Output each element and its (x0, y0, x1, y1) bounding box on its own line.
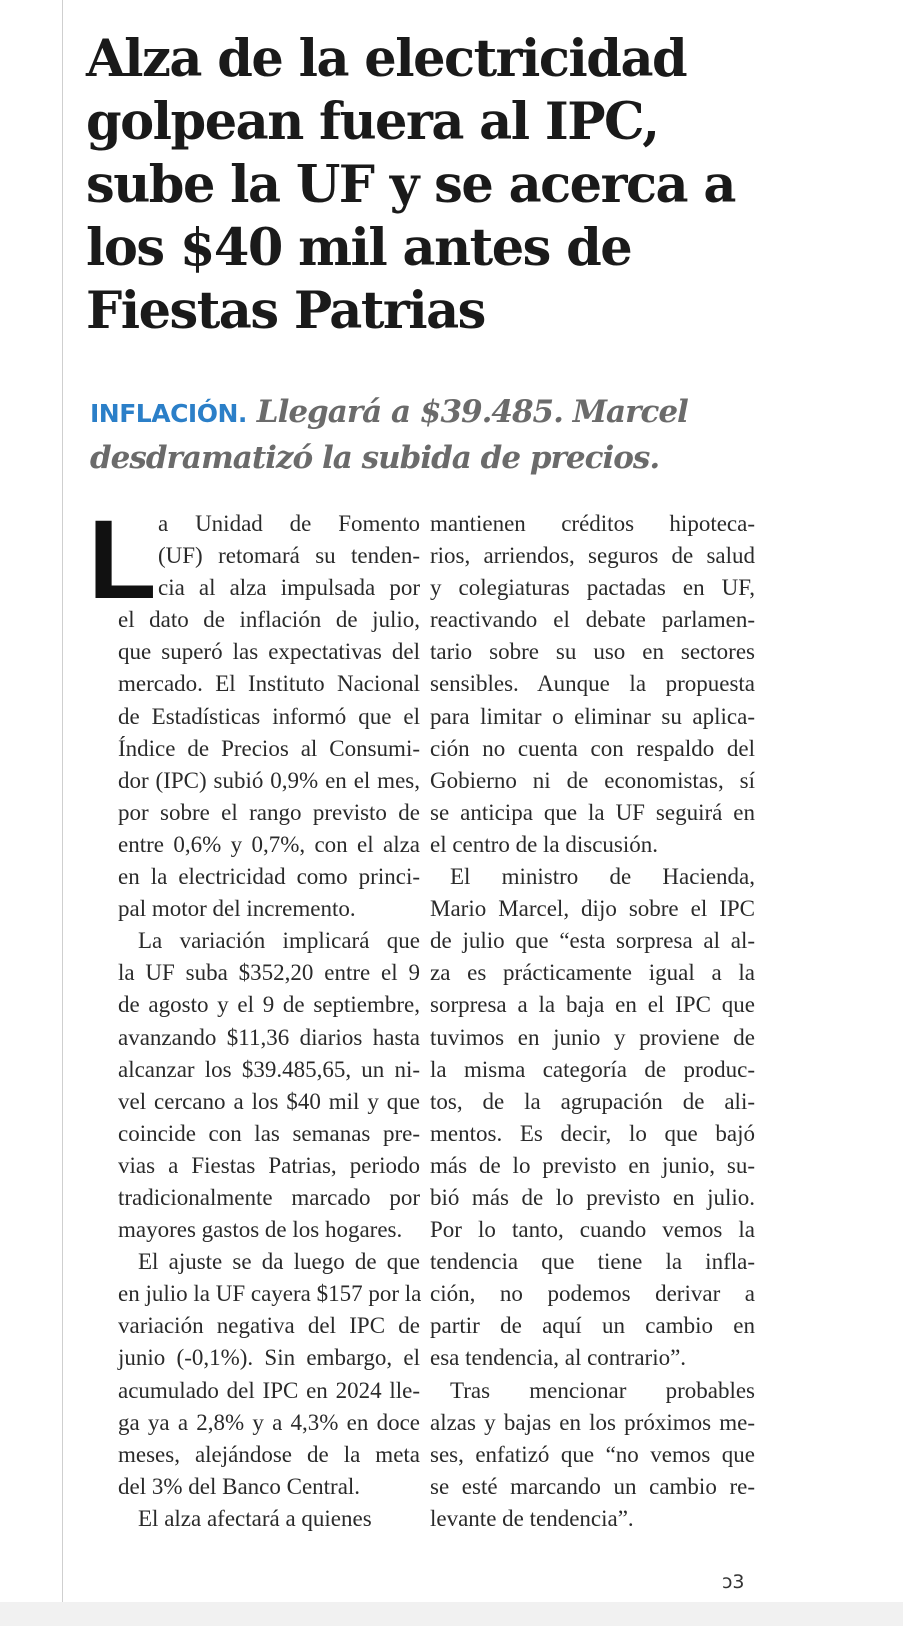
headline-line: Fiestas Patrias (86, 281, 485, 341)
body-line: esa tendencia, al contrario”. (430, 1345, 687, 1371)
body-line: alzas y bajas en los próximos me- (430, 1409, 755, 1435)
body-line: dor (IPC) subió 0,9% en el mes, (118, 767, 420, 793)
body-line: alcanzar los $39.485,65, un ni- (118, 1056, 420, 1082)
body-line: Gobierno ni de economistas, sí (430, 767, 755, 793)
body-line: El ministro de Hacienda, (450, 864, 755, 890)
body-line: (UF) retomará su tenden- (158, 543, 420, 569)
body-line: tario sobre su uso en sectores (430, 639, 755, 665)
body-line: Mario Marcel, dijo sobre el IPC (430, 896, 755, 922)
headline (86, 28, 886, 343)
body-line: Tras mencionar probables (450, 1377, 755, 1403)
body-line: rios, arriendos, seguros de salud (430, 543, 755, 569)
body-line: Por lo tanto, cuando vemos la (430, 1217, 755, 1243)
headline-line: los $40 mil antes de (86, 218, 632, 278)
body-line: variación negativa del IPC de (118, 1313, 420, 1339)
body-line: más de lo previsto en junio, su- (430, 1152, 755, 1178)
deck (90, 390, 890, 480)
end-mark: ↄ3 (722, 1571, 745, 1593)
page-bottom-band (0, 1602, 903, 1626)
body-line: mayores gastos de los hogares. (118, 1217, 403, 1243)
body-line: coincide con las semanas pre- (118, 1120, 420, 1146)
body-line: el centro de la discusión. (430, 831, 659, 857)
body-line: cia al alza impulsada por (158, 575, 420, 601)
deck-text: desdramatizó la subida de precios. (90, 440, 660, 476)
body-line: de agosto y el 9 de septiembre, (118, 992, 420, 1018)
headline-line: Alza de la electricidad (86, 29, 687, 89)
body-line: avanzando $11,36 diarios hasta (118, 1024, 420, 1050)
body-line: ción no cuenta con respaldo del (430, 735, 755, 761)
body-line: sorpresa a la baja en el IPC que (430, 992, 755, 1018)
body-line: se esté marcando un cambio re- (430, 1473, 755, 1499)
body-column-left (118, 508, 420, 1535)
body-line: ción, no podemos derivar a (430, 1281, 755, 1307)
body-line: El ajuste se da luego de que (138, 1249, 420, 1275)
body-line: tradicionalmente marcado por (118, 1184, 420, 1210)
body-line: reactivando el debate parlamen- (430, 607, 755, 633)
body-line: entre 0,6% y 0,7%, con el alza (118, 831, 420, 857)
body-line: la UF suba $352,20 entre el 9 (118, 960, 420, 986)
body-line: Índice de Precios al Consumi- (118, 735, 420, 761)
deck-line-1 (90, 390, 890, 436)
body-line: mercado. El Instituto Nacional (118, 671, 420, 697)
body-line: vel cercano a los $40 mil y que (118, 1088, 420, 1114)
headline-line: sube la UF y se acerca a (86, 155, 735, 215)
body-line: que superó las expectativas del (118, 639, 420, 665)
body-line: del 3% del Banco Central. (118, 1473, 361, 1499)
body-line: ses, enfatizó que “no vemos que (430, 1441, 755, 1467)
body-line: y colegiaturas pactadas en UF, (430, 575, 755, 601)
body-line: junio (-0,1%). Sin embargo, el (118, 1345, 420, 1371)
body-line: en julio la UF cayera $157 por la (118, 1281, 422, 1307)
headline-line: golpean fuera al IPC, (86, 92, 659, 152)
kicker: INFLACIÓN. (90, 399, 247, 428)
body-line: a Unidad de Fomento (158, 511, 420, 536)
body-line: acumulado del IPC en 2024 lle- (118, 1377, 420, 1403)
body-line: levante de tendencia”. (430, 1505, 634, 1531)
body-line: en la electricidad como princi- (118, 864, 420, 890)
body-line: La variación implicará que (138, 928, 420, 954)
body-line: tendencia que tiene la infla- (430, 1249, 755, 1275)
deck-text: Llegará a $39.485. Marcel (256, 394, 688, 430)
drop-cap: L (88, 497, 157, 622)
body-line: se anticipa que la UF seguirá en (430, 799, 755, 825)
body-line: mantienen créditos hipoteca- (430, 511, 755, 536)
body-line: por sobre el rango previsto de (118, 799, 420, 825)
body-line: tuvimos en junio y proviene de (430, 1024, 755, 1050)
body-line: de Estadísticas informó que el (118, 703, 420, 729)
body-line: la misma categoría de produc- (430, 1056, 755, 1082)
body-line: tos, de la agrupación de ali- (430, 1088, 755, 1114)
body-line: pal motor del incremento. (118, 896, 356, 922)
body-line: vias a Fiestas Patrias, periodo (118, 1152, 420, 1178)
body-line: ga ya a 2,8% y a 4,3% en doce (118, 1409, 420, 1435)
body-line: el dato de inflación de julio, (118, 607, 420, 633)
body-line: sensibles. Aunque la propuesta (430, 671, 755, 697)
body-line: partir de aquí un cambio en (430, 1313, 755, 1339)
body-line: za es prácticamente igual a la (430, 960, 755, 986)
body-line: bió más de lo previsto en julio. (430, 1184, 755, 1210)
body-line: meses, alejándose de la meta (118, 1441, 420, 1467)
body-line: de julio que “esta sorpresa al al- (430, 928, 755, 954)
body-line: El alza afectará a quienes (138, 1505, 372, 1531)
body-column-right (430, 508, 755, 1535)
body-line: mentos. Es decir, lo que bajó (430, 1120, 755, 1146)
column-rule (62, 0, 63, 1602)
body-line: para limitar o eliminar su aplica- (430, 703, 755, 729)
